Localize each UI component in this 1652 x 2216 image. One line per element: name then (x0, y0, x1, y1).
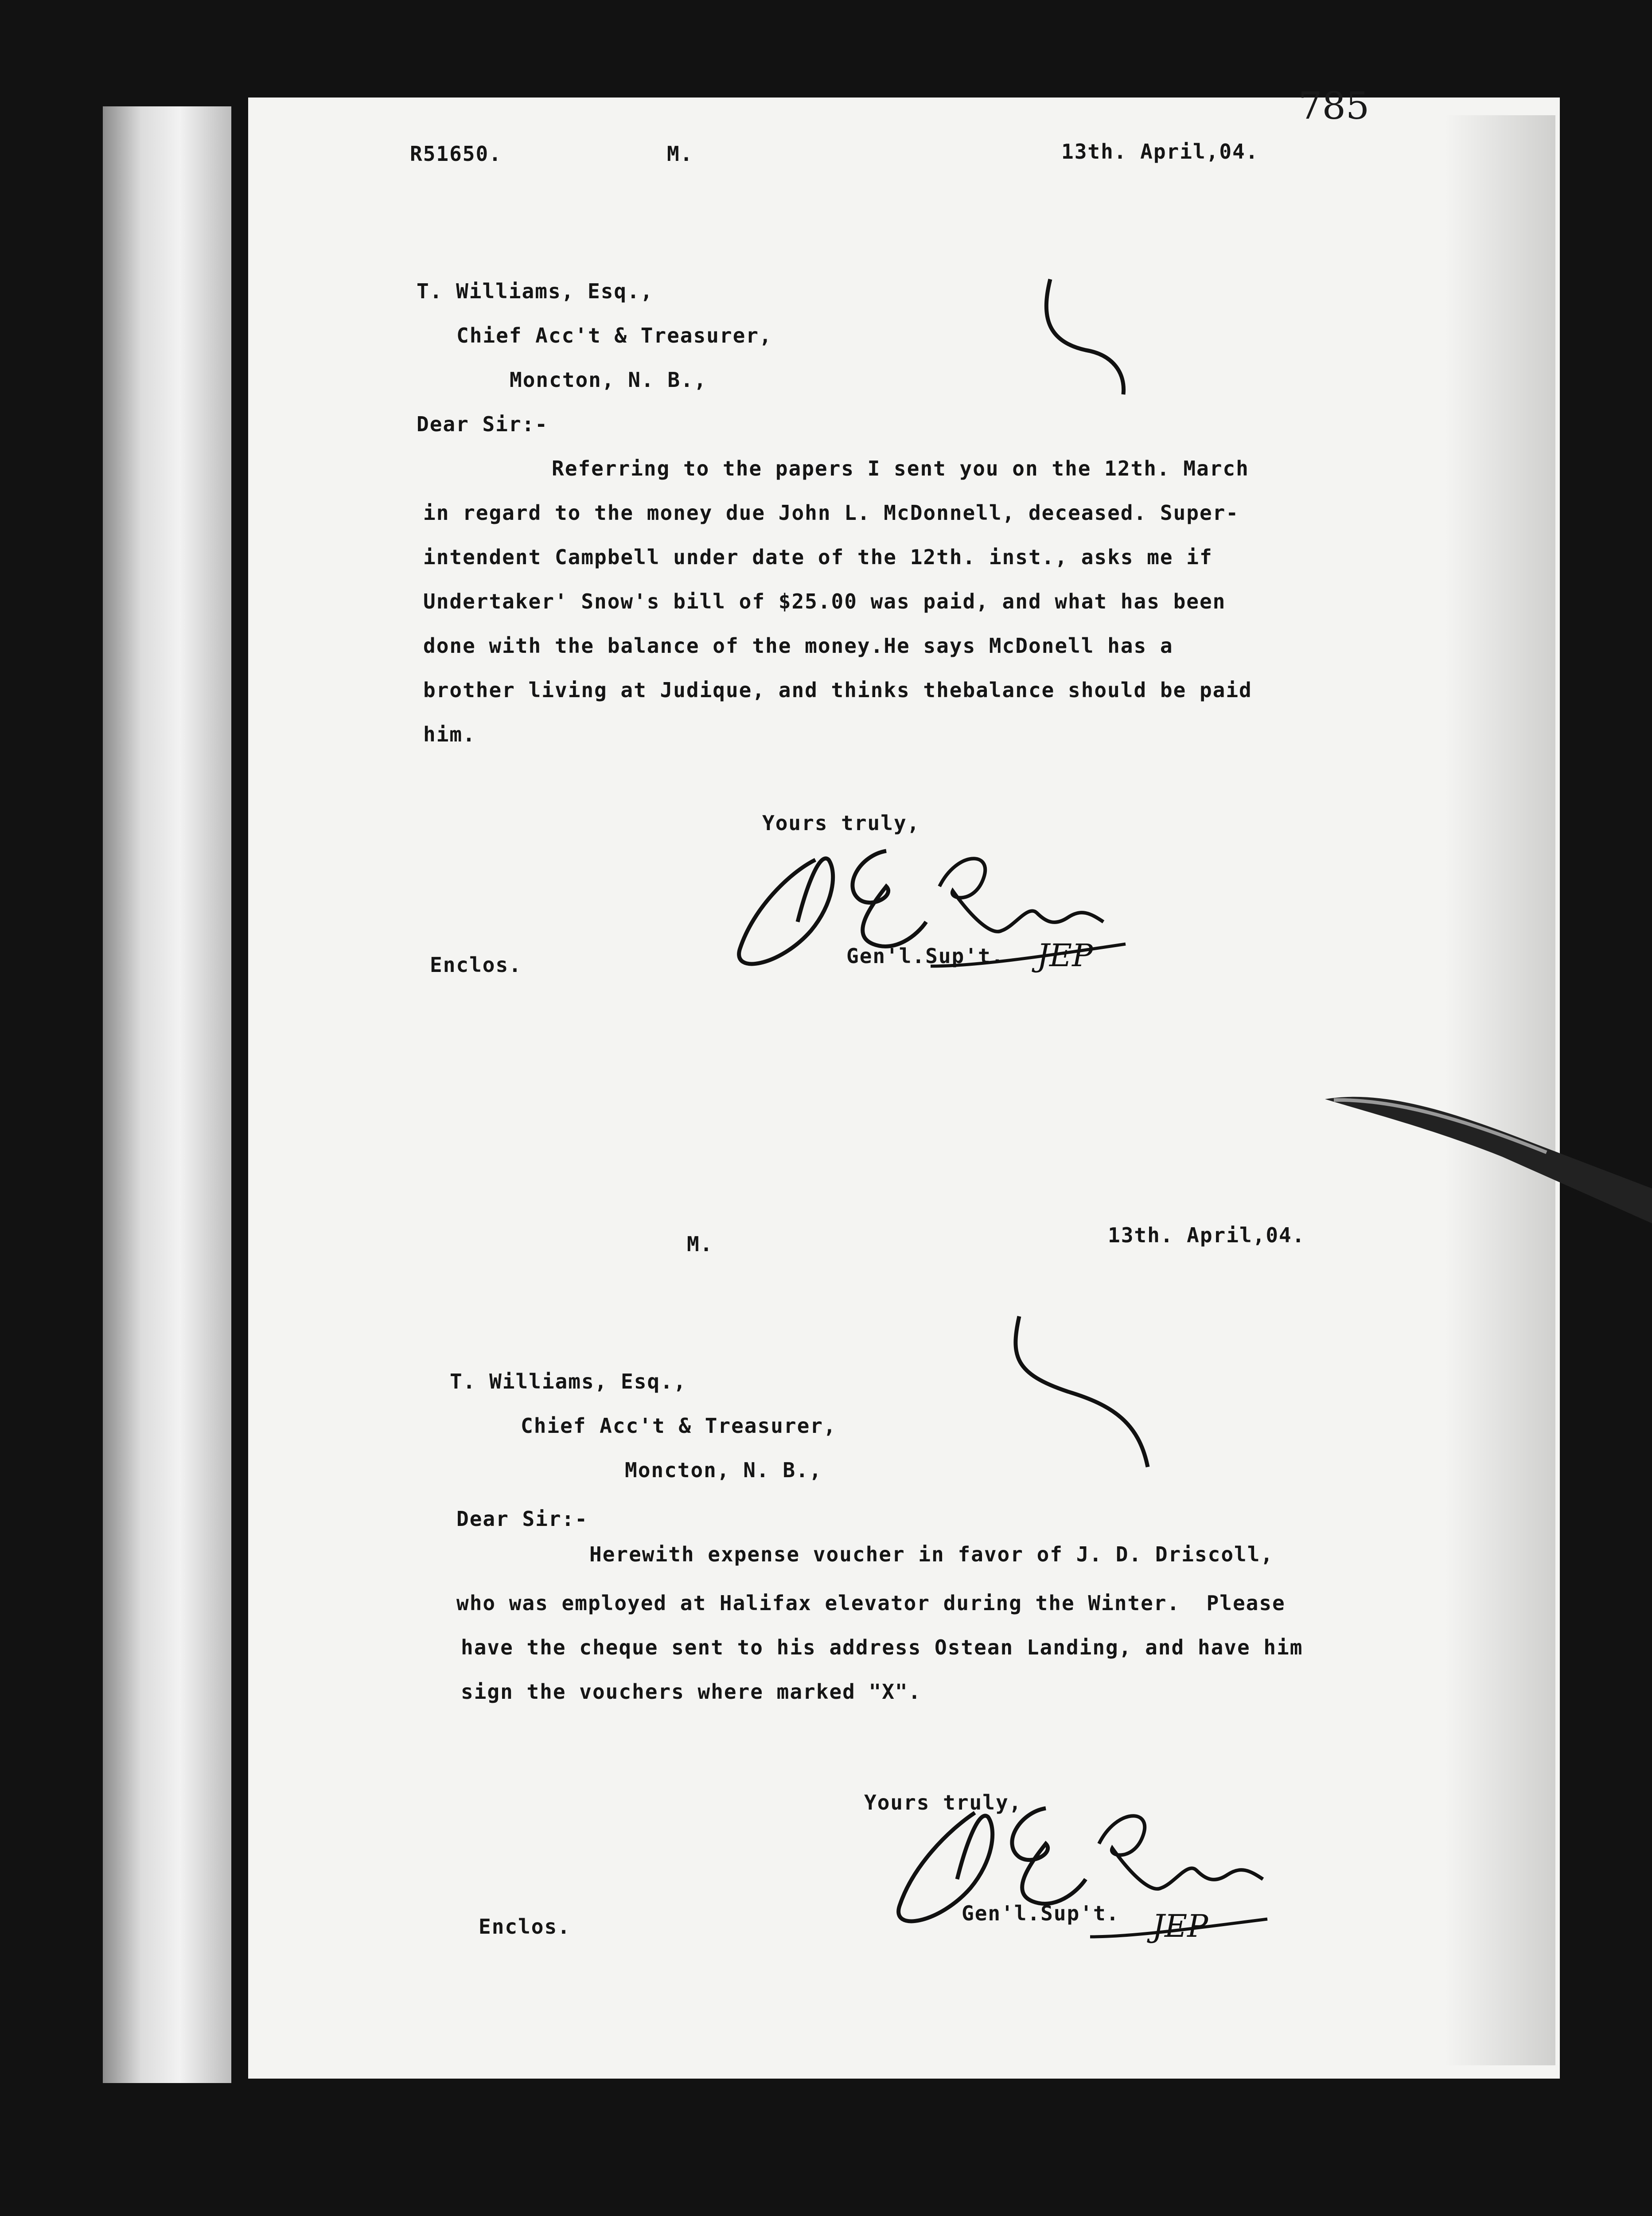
letter2-addressee-name: T. Williams, Esq., (450, 1369, 687, 1393)
letter2-initials: JEP (1152, 1908, 1208, 1944)
letter2-addressee-place: Moncton, N. B., (625, 1458, 822, 1482)
letter1-body-line: Referring to the papers I sent you on the 12th. March (552, 456, 1249, 480)
letter2-closing: Yours truly, (864, 1791, 1022, 1814)
letter2-code: M. (687, 1232, 713, 1256)
letter1-body-line: him. (423, 722, 476, 746)
pen-tip (1325, 1081, 1652, 1241)
letter1-code: M. (667, 142, 694, 166)
letter1-body-line: in regard to the money due John L. McDonnell, deceased. Super- (423, 501, 1239, 525)
letter1-closing: Yours truly, (762, 811, 920, 835)
letter1-date: 13th. April,04. (1061, 140, 1259, 164)
letter1-ref: R51650. (410, 142, 502, 166)
letter1-enclosure: Enclos. (430, 953, 522, 977)
letter2-signature-title: Gen'l.Sup't. (962, 1901, 1120, 1925)
letter1-addressee-name: T. Williams, Esq., (417, 279, 654, 303)
page-number: 785 (1298, 84, 1370, 128)
letter1-body-line: Undertaker' Snow's bill of $25.00 was paid, and what has been (423, 589, 1226, 613)
file-tick-mark (1037, 266, 1134, 399)
letter1-initials: JEP (1037, 937, 1093, 974)
letter2-body-line: Herewith expense voucher in favor of J. D. Driscoll, (589, 1542, 1274, 1566)
letter2-signature (886, 1791, 1285, 1959)
letter1-addressee-title: Chief Acc't & Treasurer, (456, 324, 772, 347)
letter2-body-line: who was employed at Halifax elevator during the Winter. Please (456, 1591, 1286, 1615)
letter2-addressee-title: Chief Acc't & Treasurer, (521, 1414, 837, 1438)
letter1-salutation: Dear Sir:- (417, 412, 548, 436)
letter2-enclosure: Enclos. (479, 1915, 571, 1939)
book-spine (103, 106, 231, 2083)
letter1-signature-title: Gen'l.Sup't. (846, 944, 1005, 968)
letter1-body-line: brother living at Judique, and thinks thebalance should be paid (423, 678, 1252, 702)
letter2-body-line: sign the vouchers where marked "X". (461, 1680, 922, 1704)
letter2-body-line: have the cheque sent to his address Ostean Landing, and have him (461, 1635, 1303, 1659)
letter2-date: 13th. April,04. (1108, 1223, 1305, 1247)
letter1-addressee-place: Moncton, N. B., (510, 368, 707, 392)
letter1-signature (727, 833, 1152, 1002)
file-tick-mark-2 (1006, 1307, 1165, 1476)
letter1-body-line: done with the balance of the money.He says McDonell has a (423, 634, 1173, 658)
letter1-body-line: intendent Campbell under date of the 12th. inst., asks me if (423, 545, 1213, 569)
letter2-salutation: Dear Sir:- (456, 1507, 588, 1531)
